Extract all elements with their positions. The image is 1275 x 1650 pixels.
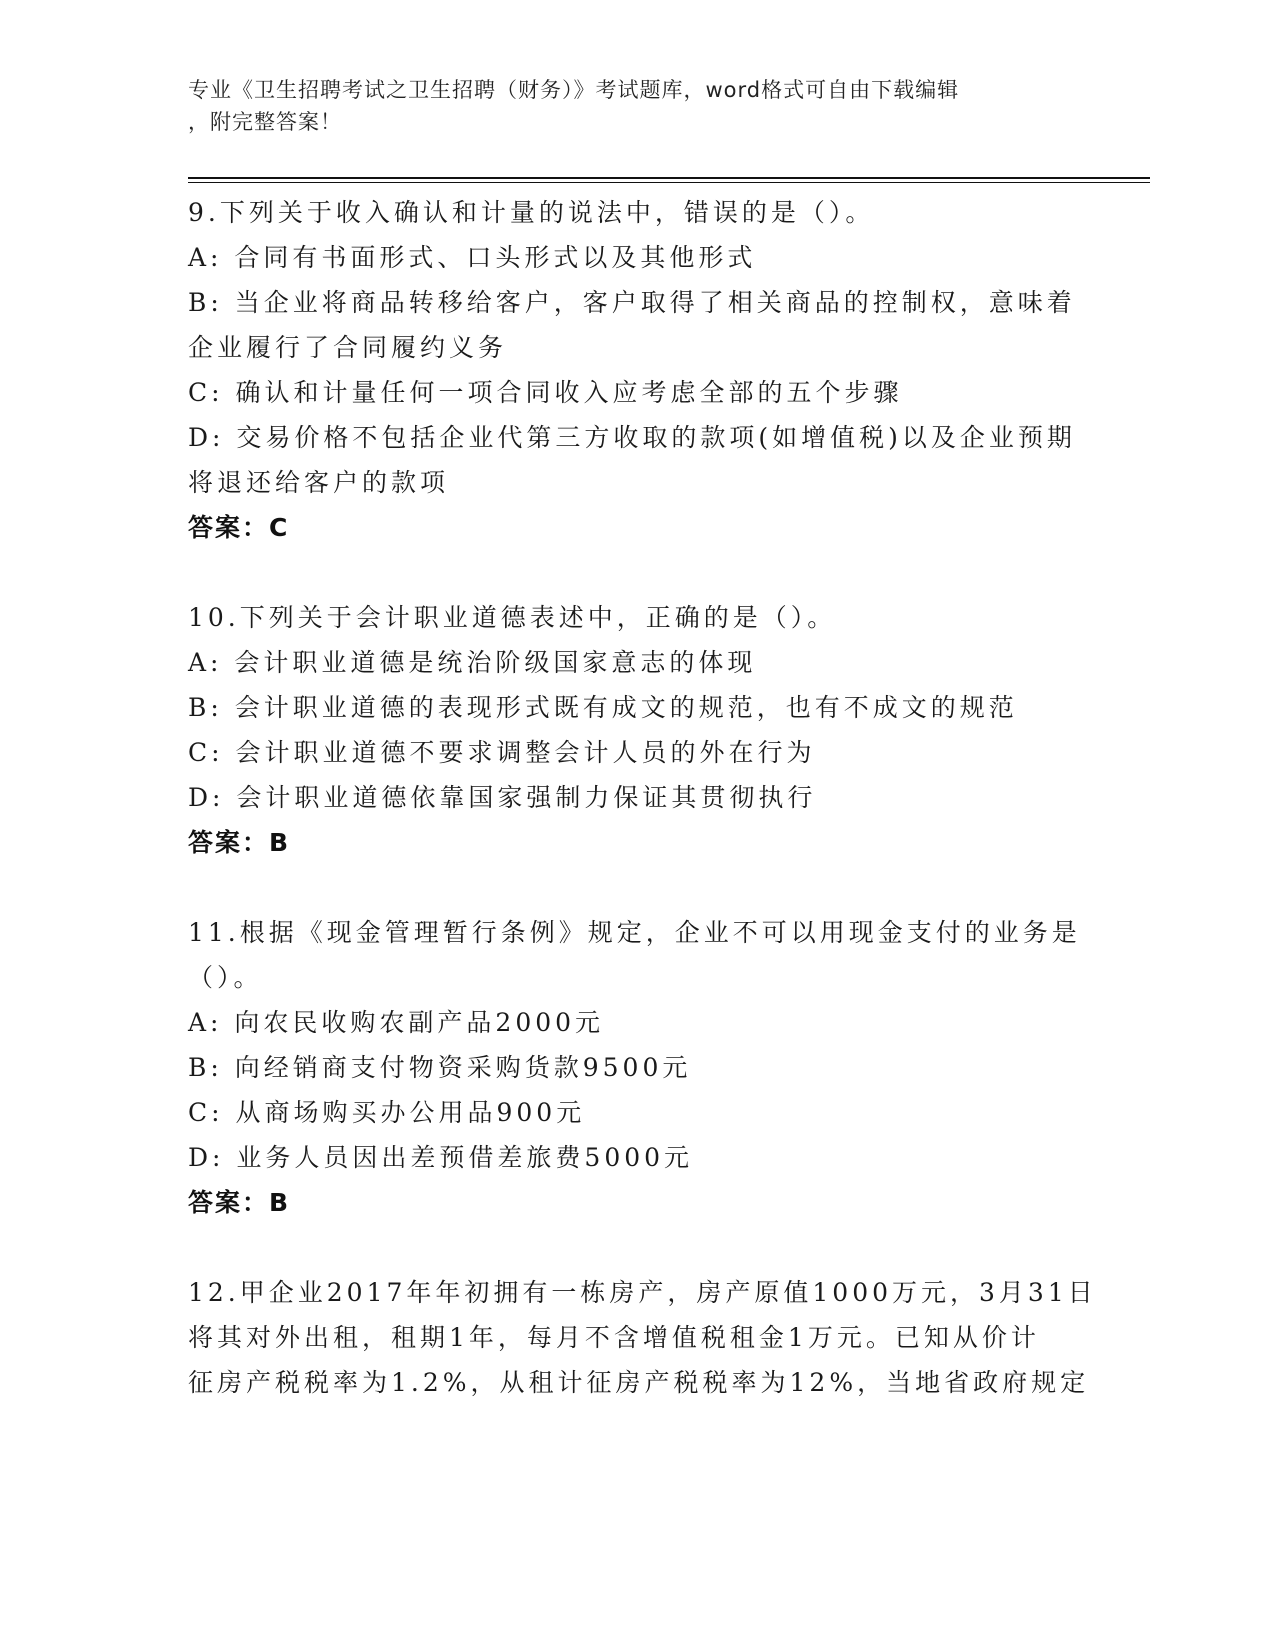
question-9-option-d: D: 交易价格不包括企业代第三方收取的款项(如增值税)以及企业预期 [188, 423, 1076, 452]
question-12-stem-line-1: 12.甲企业2017年年初拥有一栋房产，房产原值1000万元，3月31日 [188, 1278, 1097, 1307]
question-9 [188, 190, 1076, 550]
header-line-2: ，附完整答案！ [188, 110, 342, 134]
question-9-option-b: B: 当企业将商品转移给客户，客户取得了相关商品的控制权，意味着 [188, 288, 1076, 317]
question-11-option-c: C: 从商场购买办公用品900元 [188, 1098, 586, 1127]
question-10-option-a: A: 会计职业道德是统治阶级国家意志的体现 [188, 648, 757, 677]
question-11-option-a: A: 向农民收购农副产品2000元 [188, 1008, 605, 1037]
question-9-option-b-cont: 企业履行了合同履约义务 [188, 333, 508, 362]
question-10-option-d: D: 会计职业道德依靠国家强制力保证其贯彻执行 [188, 783, 817, 812]
question-11-stem: 11.根据《现金管理暂行条例》规定，企业不可以用现金支付的业务是 [188, 918, 1081, 947]
question-12 [188, 1270, 1097, 1405]
question-9-option-d-cont: 将退还给客户的款项 [188, 468, 450, 497]
question-10 [188, 595, 1068, 865]
header-line-1: 专业《卫生招聘考试之卫生招聘（财务）》考试题库，word格式可自由下载编辑 [188, 78, 960, 102]
question-11 [188, 910, 1081, 1225]
question-12-stem-line-2: 将其对外出租，租期1年，每月不含增值税租金1万元。已知从价计 [188, 1323, 1040, 1352]
document-header [188, 74, 1068, 138]
question-9-stem: 9.下列关于收入确认和计量的说法中，错误的是（）。 [188, 198, 875, 227]
header-divider-thin [188, 182, 1150, 183]
question-10-answer: 答案：B [188, 828, 291, 857]
question-11-stem-cont: （）。 [188, 963, 263, 992]
question-10-option-c: C: 会计职业道德不要求调整会计人员的外在行为 [188, 738, 816, 767]
question-11-answer: 答案：B [188, 1188, 291, 1217]
question-12-stem-line-3: 征房产税税率为1.2%，从租计征房产税税率为12%，当地省政府规定 [188, 1368, 1090, 1397]
question-9-option-a: A: 合同有书面形式、口头形式以及其他形式 [188, 243, 757, 272]
question-10-stem: 10.下列关于会计职业道德表述中，正确的是（）。 [188, 603, 837, 632]
question-9-answer: 答案：C [188, 513, 290, 542]
question-11-option-b: B: 向经销商支付物资采购货款9500元 [188, 1053, 692, 1082]
question-11-option-d: D: 业务人员因出差预借差旅费5000元 [188, 1143, 694, 1172]
question-10-option-b: B: 会计职业道德的表现形式既有成文的规范，也有不成文的规范 [188, 693, 1018, 722]
question-list [188, 190, 1097, 1450]
question-9-option-c: C: 确认和计量任何一项合同收入应考虑全部的五个步骤 [188, 378, 903, 407]
header-divider-thick [188, 177, 1150, 179]
